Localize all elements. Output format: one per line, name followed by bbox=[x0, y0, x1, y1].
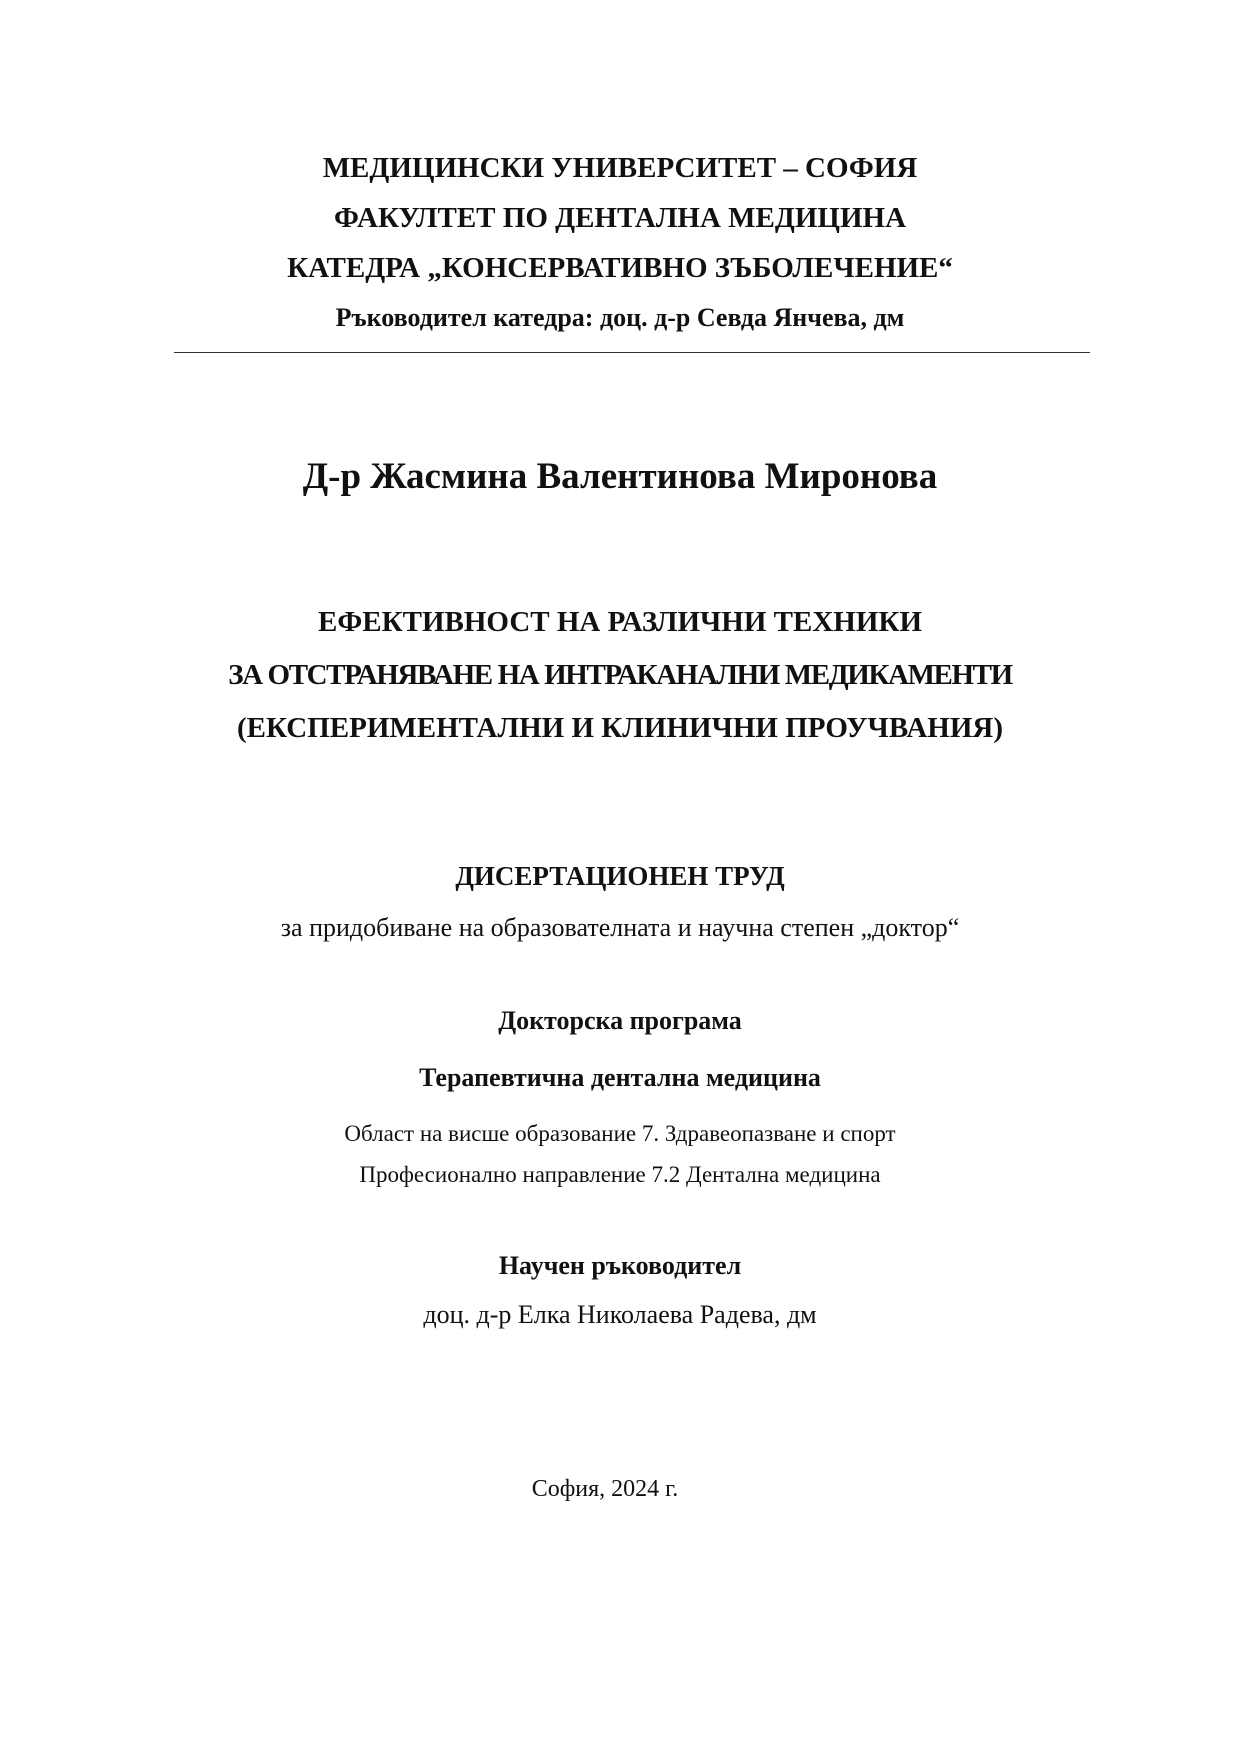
professional-direction: Професионално направление 7.2 Дентална медицина bbox=[359, 1162, 881, 1187]
program-label: Докторска програма bbox=[498, 1006, 742, 1035]
supervisor-name: доц. д-р Елка Николаева Радева, дм bbox=[423, 1300, 817, 1329]
author-name: Д-р Жасмина Валентинова Миронова bbox=[302, 456, 938, 497]
education-field: Област на висше образование 7. Здравеопазване и спорт bbox=[344, 1121, 896, 1146]
thesis-title-line-3: (ЕКСПЕРИМЕНТАЛНИ И КЛИНИЧНИ ПРОУЧВАНИЯ) bbox=[236, 712, 1004, 744]
department-name: КАТЕДРА „КОНСЕРВАТИВНО ЗЪБОЛЕЧЕНИЕ“ bbox=[287, 252, 953, 284]
university-name: МЕДИЦИНСКИ УНИВЕРСИТЕТ – СОФИЯ bbox=[322, 152, 918, 184]
supervisor-label: Научен ръководител bbox=[498, 1251, 742, 1280]
department-head: Ръководител катедра: доц. д-р Севда Янчева, дм bbox=[335, 303, 905, 332]
header-divider bbox=[174, 352, 1090, 353]
dissertation-heading: ДИСЕРТАЦИОНЕН ТРУД bbox=[455, 861, 785, 891]
thesis-title-line-1: ЕФЕКТИВНОСТ НА РАЗЛИЧНИ ТЕХНИКИ bbox=[317, 606, 922, 638]
faculty-name: ФАКУЛТЕТ ПО ДЕНТАЛНА МЕДИЦИНА bbox=[333, 202, 907, 234]
place-and-date: София, 2024 г. bbox=[531, 1476, 679, 1502]
program-name: Терапевтична дентална медицина bbox=[419, 1063, 821, 1092]
thesis-title-line-2: ЗА ОТСТРАНЯВАНЕ НА ИНТРАКАНАЛНИ МЕДИКАМЕНТИ bbox=[228, 659, 1012, 691]
dissertation-purpose: за придобиване на образователната и научна степен „доктор“ bbox=[280, 913, 960, 942]
